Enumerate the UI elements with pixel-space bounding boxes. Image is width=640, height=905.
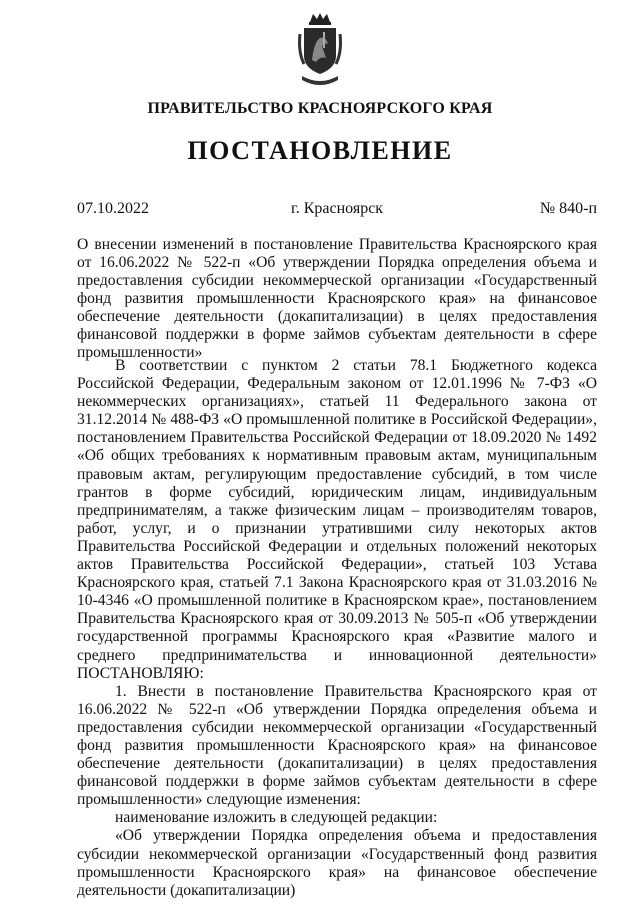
item-1-paragraph: 1. Внести в постановление Правительства Красноярского края от 16.06.2022 № 522-п «Об утверждении Порядка определения объема и предоставления субсидии некоммерческой организации «Государственный фонд развития промышленности Красноярского края» на финансовое обеспечение деятельности (докапитализации) в целях предоставления финансовой поддержки в форме займов субъектам деятельности в сфере промышленности» следующие изменения: [77,682,597,809]
document-date: 07.10.2022 [77,200,149,217]
coat-of-arms-krasnoyarsk-icon [296,12,344,88]
document-meta-row [77,200,597,220]
item-1-quote-paragraph: «Об утверждении Порядка определения объема и предоставления субсидии некоммерческой организации «Государственный фонд развития промышленности Красноярского края» на финансовое обеспечение деятельности (докапитализации) [77,827,597,899]
document-city: г. Красноярск [290,200,384,217]
document-body [77,357,597,900]
document-subject: О внесении изменений в постановление Правительства Красноярского края от 16.06.2022 № 522-п «Об утверждении Порядка определения объема и предоставления субсидии некоммерческой организации «Государственный фонд развития промышленности Красноярского края» на финансовое обеспечение деятельности (докапитализации) в целях предоставления финансовой поддержки в форме займов субъектам деятельности в сфере промышленности» [77,236,597,361]
document-type-title: ПОСТАНОВЛЕНИЕ [187,136,453,165]
preamble-paragraph: В соответствии с пунктом 2 статьи 78.1 Бюджетного кодекса Российской Федерации, Федеральным законом от 12.01.1996 № 7-ФЗ «О некоммерческих организациях», статьей 11 Федерального закона от 31.12.2014 № 488-ФЗ «О промышленной политике в Российской Федерации», постановлением Правительства Российской Федерации от 18.09.2020 № 1492 «Об общих требованиях к нормативным правовым актам, муниципальным правовым актам, регулирующим предоставление субсидий, в том числе грантов в форме субсидий, юридическим лицам, индивидуальным предпринимателям, а также физическим лицам – производителям товаров, работ, услуг, и о признании утратившими силу некоторых актов Правительства Российской Федерации и отдельных положений некоторых актов Правительства Российской Федерации», статьей 103 Устава Красноярского края, статьей 7.1 Закона Красноярского края от 31.03.2016 № 10-4346 «О промышленной политике в Красноярском крае», постановлением Правительства Красноярского края от 30.09.2013 № 505-п «Об утверждении государственной программы Красноярского края «Развитие малого и среднего предпринимательства и инновационной деятельности» ПОСТАНОВЛЯЮ: [77,357,597,682]
authority-title: ПРАВИТЕЛЬСТВО КРАСНОЯРСКОГО КРАЯ [147,100,493,117]
document-number: № 840-п [539,200,597,217]
item-1-subparagraph: наименование изложить в следующей редакции: [115,809,438,827]
